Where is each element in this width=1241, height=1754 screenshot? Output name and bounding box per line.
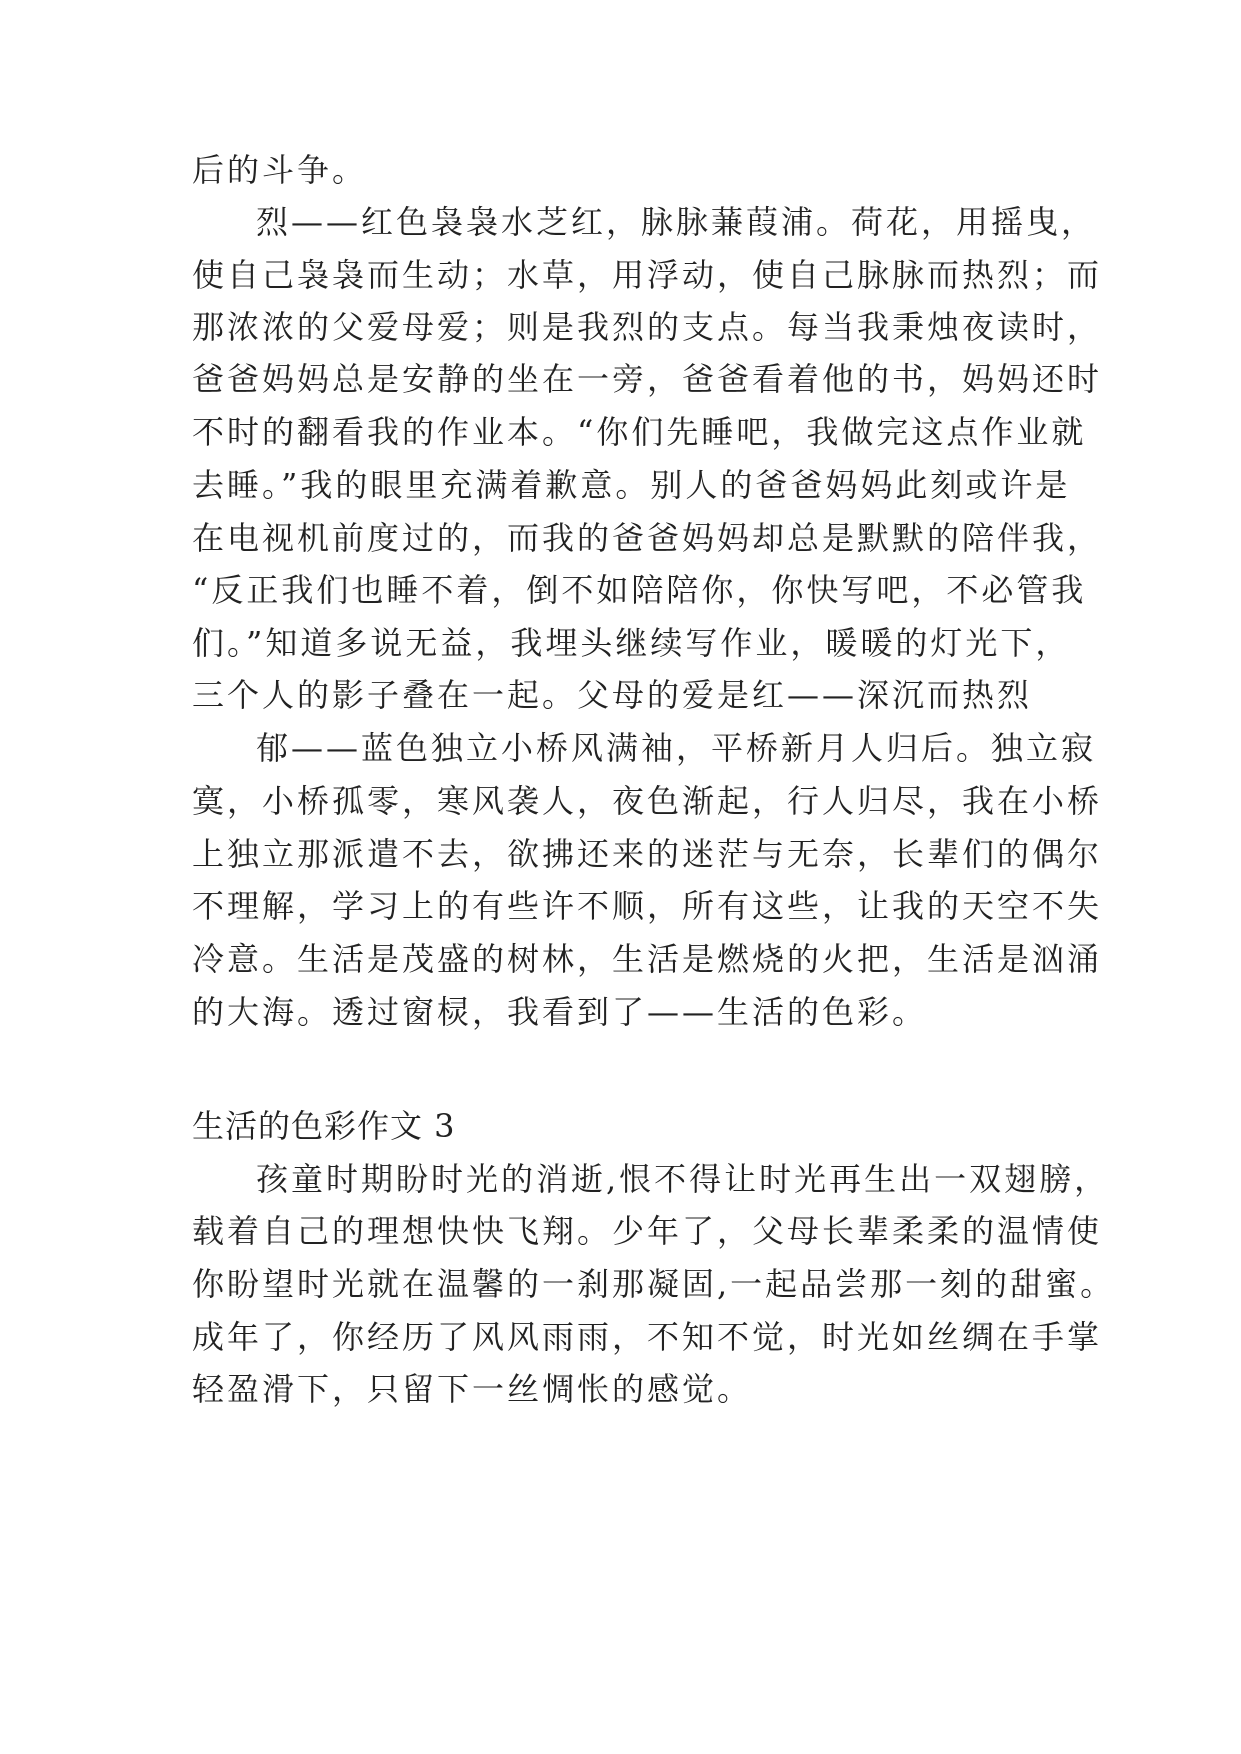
paragraph-line: 去睡。”我的眼里充满着歉意。别人的爸爸妈妈此刻或许是 (192, 466, 1071, 504)
paragraph-line: 三个人的影子叠在一起。父母的爱是红——深沉而热烈 (192, 676, 1033, 714)
paragraph-line: 孩童时期盼时光的消逝,恨不得让时光再生出一双翅膀， (256, 1160, 1110, 1198)
paragraph-line: 在电视机前度过的，而我的爸爸妈妈却总是默默的陪伴我， (192, 519, 1103, 557)
paragraph-line: 烈——红色袅袅水芝红，脉脉蒹葭浦。荷花，用摇曳， (256, 203, 1097, 241)
paragraph-line: 那浓浓的父爱母爱；则是我烈的支点。每当我秉烛夜读时， (192, 308, 1103, 346)
paragraph-line: 后的斗争。 (192, 151, 368, 189)
paragraph-line: 寞，小桥孤零，寒风袭人，夜色渐起，行人归尽，我在小桥 (192, 782, 1103, 820)
paragraph-line: “反正我们也睡不着，倒不如陪陪你，你快写吧，不必管我 (192, 571, 1087, 609)
paragraph-line: 成年了，你经历了风风雨雨，不知不觉，时光如丝绸在手掌 (192, 1318, 1103, 1356)
paragraph-line: 的大海。透过窗棂，我看到了——生活的色彩。 (192, 993, 928, 1031)
paragraph-line: 上独立那派遣不去，欲拂还来的迷茫与无奈，长辈们的偶尔 (192, 835, 1103, 873)
paragraph-line: 不理解，学习上的有些许不顺，所有这些，让我的天空不失 (192, 887, 1103, 925)
section-heading: 生活的色彩作文 3 (192, 1107, 456, 1145)
paragraph-line: 爸爸妈妈总是安静的坐在一旁，爸爸看着他的书，妈妈还时 (192, 360, 1103, 398)
paragraph-line: 冷意。生活是茂盛的树林，生活是燃烧的火把，生活是汹涌 (192, 940, 1103, 978)
paragraph-line: 你盼望时光就在温馨的一刹那凝固,一起品尝那一刻的甜蜜。 (192, 1265, 1116, 1303)
paragraph-line: 们。”知道多说无益，我埋头继续写作业，暖暖的灯光下， (192, 624, 1071, 662)
paragraph-line: 不时的翻看我的作业本。“你们先睡吧，我做完这点作业就 (192, 413, 1087, 451)
paragraph-line: 轻盈滑下，只留下一丝惆怅的感觉。 (192, 1370, 753, 1408)
paragraph-line: 载着自己的理想快快飞翔。少年了，父母长辈柔柔的温情使 (192, 1212, 1103, 1250)
paragraph-line: 使自己袅袅而生动；水草，用浮动，使自己脉脉而热烈；而 (192, 256, 1103, 294)
paragraph-line: 郁——蓝色独立小桥风满袖，平桥新月人归后。独立寂 (256, 729, 1097, 767)
